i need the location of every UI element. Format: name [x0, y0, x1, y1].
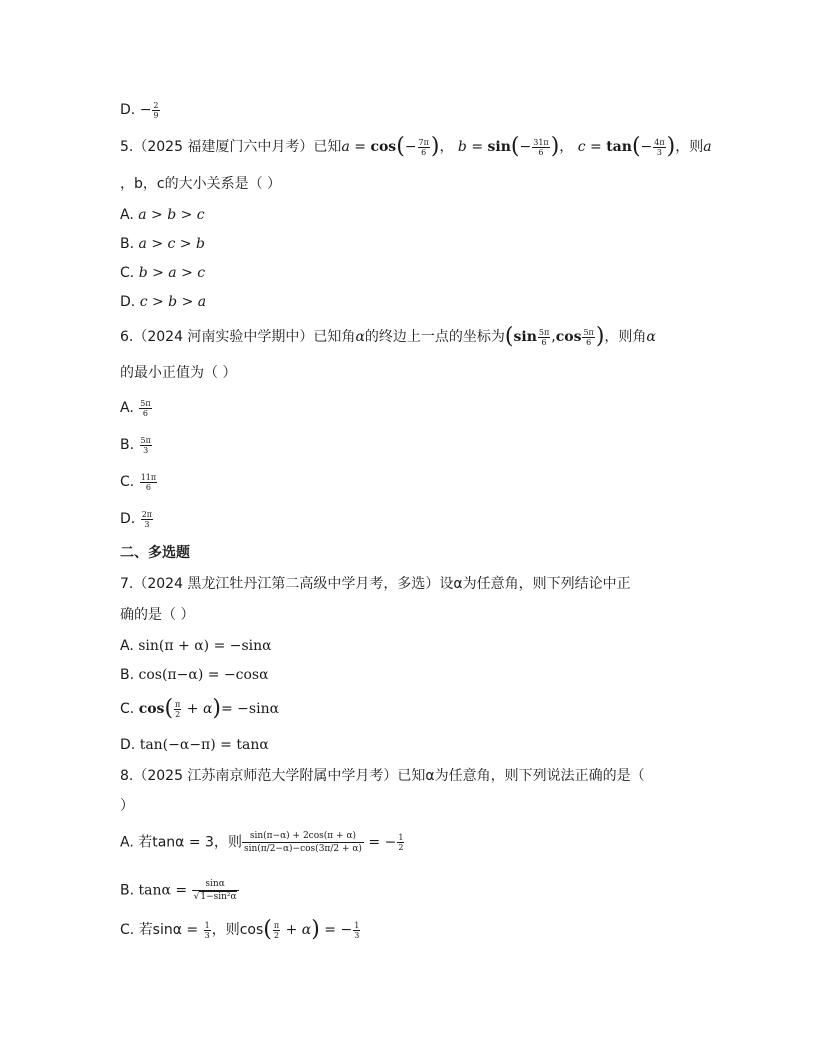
q5-option-a: A. a > b > c	[120, 207, 205, 223]
q6-option-d: D. $\frac{2\pi}{3}$	[120, 509, 153, 529]
fraction: $\frac{\sin\alpha}{\text{√1−sin²α}}$	[193, 879, 237, 902]
q6-stem-line2: 的最小正值为（ ）	[120, 365, 237, 381]
fraction: $\frac{2}{9}$	[153, 100, 159, 120]
q7-option-d: D. tan(−α−π) = tanα	[120, 737, 269, 753]
q7-option-b: B. cos(π−α) = −cosα	[120, 667, 269, 683]
q6-stem: 6.（2024 河南实验中学期中）已知角α的终边上一点的坐标为(sin $\frac{5\pi}{6}$ ,cos $\frac{5\pi}{6}$ )，则角α	[120, 324, 656, 349]
q7-stem-line2: 确的是（ ）	[120, 607, 195, 623]
q7-option-c: C. cos( $\frac{\pi}{2}$ + α)= −sinα	[120, 696, 280, 721]
q6-option-a: A. $\frac{5\pi}{6}$	[120, 398, 151, 418]
option-label: D.	[120, 102, 136, 118]
q8-stem: 8.（2025 江苏南京师范大学附属中学月考）已知α为任意角，则下列说法正确的是（	[120, 768, 645, 784]
section-heading: 二、多选题	[120, 545, 190, 561]
q5-stem-line2: ，b，c的大小关系是（ ）	[120, 176, 282, 192]
q7-option-a: A. sin(π + α) = −sinα	[120, 638, 272, 654]
q5-stem: 5.（2025 福建厦门六中月考）已知a = cos(− $\frac{7\pi}{6}$ )， b = sin(− $\frac{31\pi}{6}$ )， c = tan(− $\frac{4\pi}{3}$ )，则a	[120, 134, 712, 159]
q8-option-a: A. 若tanα = 3，则 $\frac{\sin(\pi-\alpha) + 2\cos(\pi + \alpha)}{\sin(\pi/2-\alpha)-\cos(3\pi/2 + \alpha)}$ = − $\frac{1}{2}$	[120, 831, 404, 854]
q8-stem-line2: ）	[120, 798, 134, 814]
q6-option-c: C. $\frac{11\pi}{6}$	[120, 472, 157, 492]
q6-option-b: B. $\frac{5\pi}{3}$	[120, 435, 151, 455]
q8-option-c: C. 若sinα = $\frac{1}{3}$ ，则cos( $\frac{\pi}{2}$ + α) = − $\frac{1}{3}$	[120, 917, 360, 942]
q8-option-b: B. tanα = $\frac{\sin\alpha}{\text{√1−sin²α}}$	[120, 879, 237, 902]
q7-stem: 7.（2024 黑龙江牡丹江第二高级中学月考，多选）设α为任意角，则下列结论中正	[120, 576, 631, 592]
q4-option-d: D. − $\frac{2}{9}$	[120, 100, 159, 120]
q5-option-d: D. c > b > a	[120, 294, 207, 310]
q5-option-c: C. b > a > c	[120, 265, 206, 281]
q5-option-b: B. a > c > b	[120, 236, 205, 252]
fraction: $\frac{\sin(\pi-\alpha) + 2\cos(\pi + \alpha)}{\sin(\pi/2-\alpha)-\cos(3\pi/2 + \alpha)}$	[243, 831, 362, 854]
